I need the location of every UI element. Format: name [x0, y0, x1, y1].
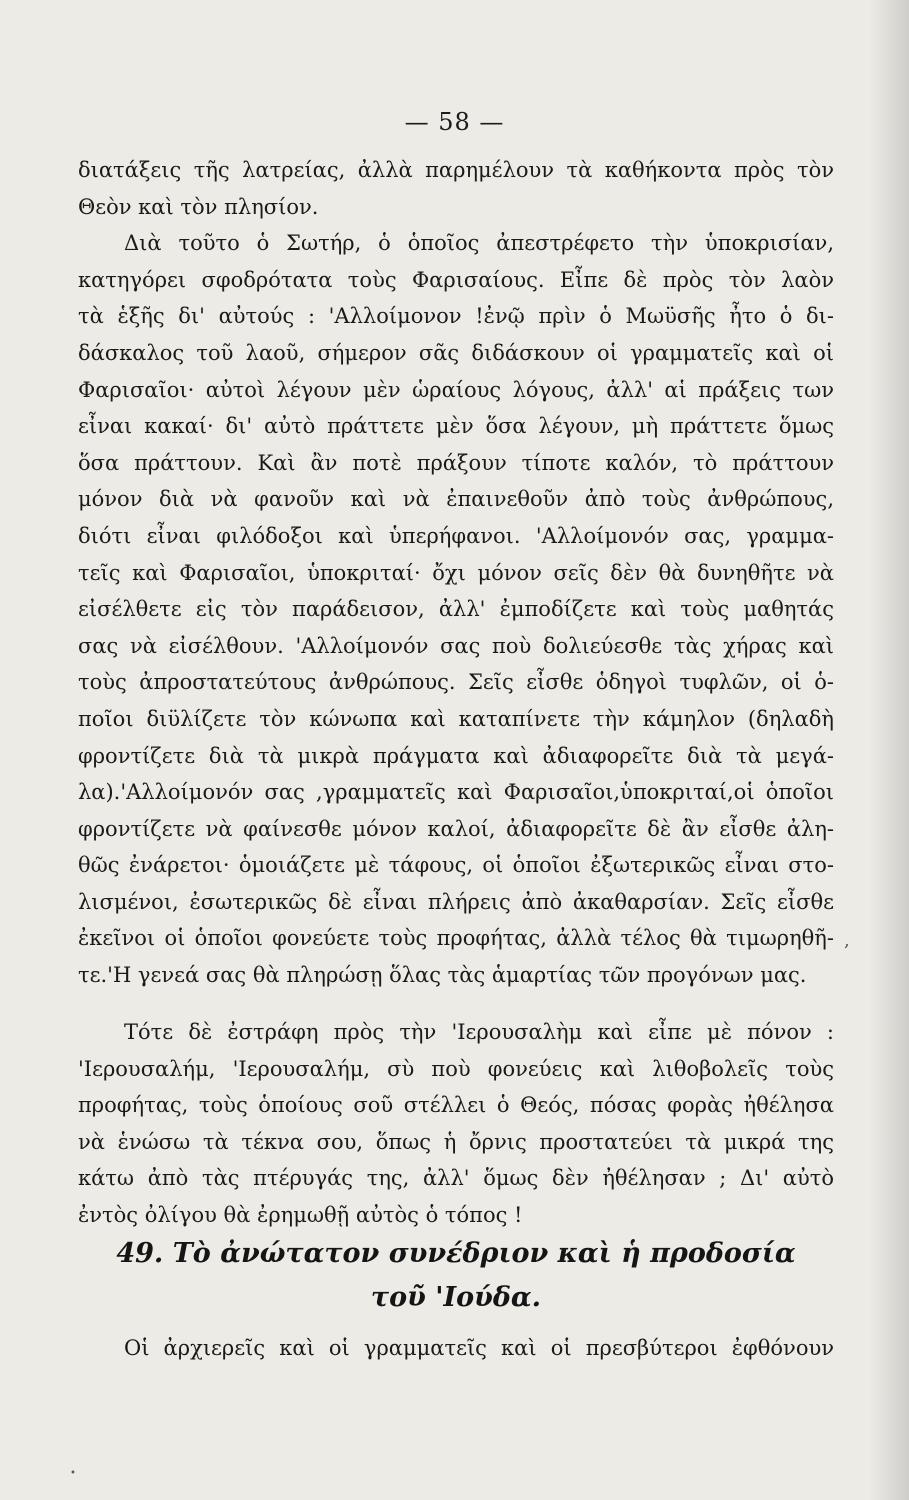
text-line: θῶς ἐνάρετοι· ὁμοιάζετε μὲ τάφους, οἱ ὁποῖοι ἐξωτερικῶς εἶναι στο- [78, 853, 834, 878]
text-line: εἶναι κακαί· δι' αὐτὸ πράττετε μὲν ὅσα λέγουν, μὴ πράττετε ὅμως [78, 414, 834, 439]
text-line: Διὰ τοῦτο ὁ Σωτήρ, ὁ ὁποῖος ἀπεστρέφετο τὴν ὑποκρισίαν, [124, 231, 834, 256]
section-text [78, 1330, 834, 1367]
text-line: ὅσα πράττουν. Καὶ ἂν ποτὲ πράξουν τίποτε καλόν, τὸ πράττουν [78, 450, 834, 475]
text-line: 'Ιερουσαλήμ, 'Ιερουσαλήμ, σὺ ποὺ φονεύεις καὶ λιθοβολεῖς τοὺς [78, 1056, 834, 1081]
text-line: προφήτας, τοὺς ὁποίους σοῦ στέλλει ὁ Θεός, πόσας φορὰς ἠθέλησα [78, 1093, 834, 1118]
text-line: λα).'Αλλοίμονόν σας ,γραμματεῖς καὶ Φαρισαῖοι,ὑποκριταί,οἱ ὁποῖοι [78, 780, 834, 805]
heading-line: 49. Τὸ ἀνώτατον συνέδριον καὶ ἡ προδοσία [116, 1238, 796, 1269]
text-line: ποῖοι διϋλίζετε τὸν κώνωπα καὶ καταπίνετε τὴν κάμηλον (δηλαδὴ [78, 706, 834, 731]
text-line: διότι εἶναι φιλόδοξοι καὶ ὑπερήφανοι. 'Αλλοίμονόν σας, γραμμα- [78, 523, 834, 548]
page-number: — 58 — [404, 108, 505, 136]
margin-mark: , [844, 930, 850, 951]
text-line: νὰ ἑνώσω τὰ τέκνα σου, ὅπως ἡ ὄρνις προστατεύει τὰ μικρά της [78, 1129, 834, 1154]
text-line: τεῖς καὶ Φαρισαῖοι, ὑποκριταί· ὄχι μόνον σεῖς δὲν θὰ δυνηθῆτε νὰ [78, 560, 834, 585]
text-line: Θεὸν καὶ τὸν πλησίον. [78, 194, 319, 219]
ink-speck: • [70, 1468, 76, 1479]
text-line: λισμένοι, ἐσωτερικῶς δὲ εἶναι πλήρεις ἀπὸ ἀκαθαρσίαν. Σεῖς εἶσθε [78, 889, 834, 914]
section-heading [78, 1232, 834, 1320]
text-line: φροντίζετε νὰ φαίνεσθε μόνον καλοί, ἀδιαφορεῖτε δὲ ἂν εἶσθε ἀλη- [78, 816, 834, 841]
text-line: διατάξεις τῆς λατρείας, ἀλλὰ παρημέλουν τὰ καθήκοντα πρὸς τὸν [78, 158, 834, 182]
text-line: ἐκεῖνοι οἱ ὁποῖοι φονεύετε τοὺς προφήτας, ἀλλὰ τέλος θὰ τιμωρηθῆ- [78, 926, 834, 951]
text-line: εἰσέλθετε εἰς τὸν παράδεισον, ἀλλ' ἐμποδίζετε καὶ τοὺς μαθητάς [78, 597, 834, 622]
text-line: τοὺς ἀπροστατεύτους ἀνθρώπους. Σεῖς εἶσθε ὁδηγοὶ τυφλῶν, οἱ ὁ- [78, 670, 834, 695]
text-line: δάσκαλος τοῦ λαοῦ, σήμερον σᾶς διδάσκουν οἱ γραμματεῖς καὶ οἱ [78, 340, 834, 365]
text-line: Φαρισαῖοι· αὐτοὶ λέγουν μὲν ὡραίους λόγους, ἀλλ' αἱ πράξεις των [78, 377, 834, 402]
quote-text [78, 1014, 834, 1234]
text-line: κάτω ἀπὸ τὰς πτέρυγάς της, ἀλλ' ὅμως δὲν ἠθέλησαν ; Δι' αὐτὸ [78, 1166, 834, 1191]
text-line: τε.'Η γενεά σας θὰ πληρώσῃ ὅλας τὰς ἁμαρτίας τῶν προγόνων μας. [78, 963, 807, 988]
text-line: σας νὰ εἰσέλθουν. 'Αλλοίμονόν σας ποὺ δολιεύεσθε τὰς χήρας καὶ [78, 633, 834, 658]
text-line: κατηγόρει σφοδρότατα τοὺς Φαρισαίους. Εἶπε δὲ πρὸς τὸν λαὸν [78, 267, 834, 292]
heading-line: τοῦ 'Ιούδα. [370, 1282, 542, 1313]
text-line: ἐντὸς ὀλίγου θὰ ἐρημωθῇ αὐτὸς ὁ τόπος ! [78, 1202, 523, 1227]
page-edge-shadow [869, 0, 909, 1500]
text-line: μόνον διὰ νὰ φανοῦν καὶ νὰ ἐπαινεθοῦν ἀπὸ τοὺς ἀνθρώπους, [78, 487, 834, 512]
text-line: Οἱ ἀρχιερεῖς καὶ οἱ γραμματεῖς καὶ οἱ πρεσβύτεροι ἐφθόνουν [124, 1336, 834, 1360]
text-line: φροντίζετε διὰ τὰ μικρὰ πράγματα καὶ ἀδιαφορεῖτε διὰ τὰ μεγά- [78, 743, 834, 768]
text-line: τὰ ἑξῆς δι' αὐτούς : 'Αλλοίμονον !ἐνῷ πρὶν ὁ Μωϋσῆς ἦτο ὁ δι- [78, 304, 834, 329]
main-text [78, 152, 834, 994]
text-line: Τότε δὲ ἐστράφη πρὸς τὴν 'Ιερουσαλὴμ καὶ εἶπε μὲ πόνον : [124, 1020, 834, 1044]
